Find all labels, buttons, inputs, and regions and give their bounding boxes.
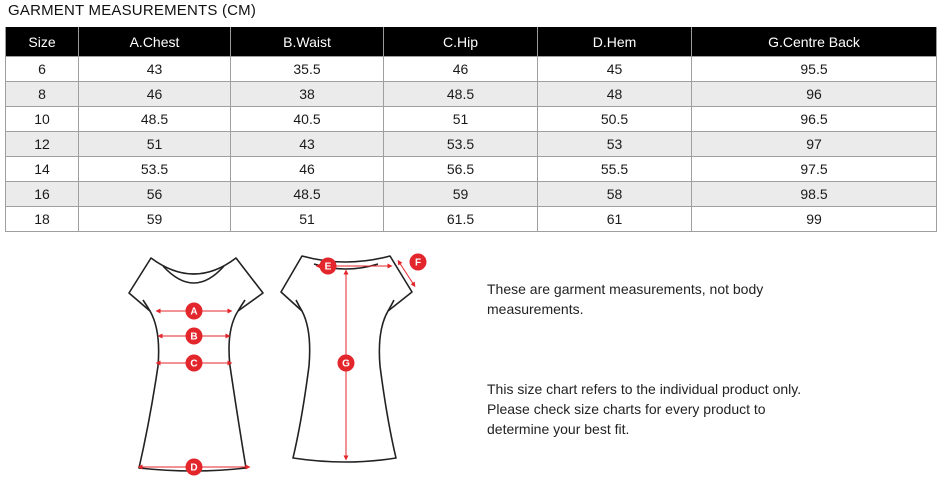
cell-waist: 46 (231, 157, 384, 182)
cell-size: 16 (6, 182, 79, 207)
cell-hem: 53 (538, 132, 692, 157)
cell-chest: 51 (79, 132, 231, 157)
cell-centre-back: 96 (692, 82, 937, 107)
cell-size: 6 (6, 57, 79, 82)
size-chart-table (5, 27, 937, 232)
marker-a (186, 303, 203, 320)
svg-text:G: G (342, 358, 350, 370)
svg-text:D: D (190, 462, 198, 474)
cell-hip: 53.5 (384, 132, 538, 157)
cell-waist: 48.5 (231, 182, 384, 207)
cell-hem: 48 (538, 82, 692, 107)
cell-chest: 59 (79, 207, 231, 232)
cell-hip: 59 (384, 182, 538, 207)
header-chest: A.Chest (79, 27, 231, 57)
cell-chest: 43 (79, 57, 231, 82)
marker-g (338, 355, 355, 372)
marker-c (186, 355, 203, 372)
cell-hip: 48.5 (384, 82, 538, 107)
table-header-row (6, 27, 937, 57)
cell-hem: 55.5 (538, 157, 692, 182)
table-row (6, 132, 937, 157)
header-hip: C.Hip (384, 27, 538, 57)
header-size: Size (6, 27, 79, 57)
cell-chest: 48.5 (79, 107, 231, 132)
cell-hem: 45 (538, 57, 692, 82)
header-centre-back: G.Centre Back (692, 27, 937, 57)
cell-centre-back: 96.5 (692, 107, 937, 132)
cell-size: 10 (6, 107, 79, 132)
dress-measurement-diagram (120, 244, 430, 480)
svg-text:E: E (324, 261, 332, 273)
cell-centre-back: 99 (692, 207, 937, 232)
garment-measurement-note: These are garment measurements, not body measurements. (487, 281, 764, 317)
marker-e (320, 258, 337, 275)
cell-hem: 58 (538, 182, 692, 207)
cell-size: 18 (6, 207, 79, 232)
cell-chest: 56 (79, 182, 231, 207)
cell-size: 8 (6, 82, 79, 107)
table-row (6, 182, 937, 207)
table-row (6, 157, 937, 182)
cell-hem: 50.5 (538, 107, 692, 132)
size-chart-disclaimer: This size chart refers to the individual product only. Please check size charts for every product to determine your best fit. (487, 381, 802, 437)
cell-chest: 53.5 (79, 157, 231, 182)
svg-text:A: A (190, 306, 198, 318)
cell-hip: 51 (384, 107, 538, 132)
header-hem: D.Hem (538, 27, 692, 57)
table-row (6, 82, 937, 107)
cell-size: 12 (6, 132, 79, 157)
cell-waist: 43 (231, 132, 384, 157)
cell-centre-back: 98.5 (692, 182, 937, 207)
cell-centre-back: 95.5 (692, 57, 937, 82)
cell-hip: 46 (384, 57, 538, 82)
page-title: GARMENT MEASUREMENTS (CM) (8, 2, 257, 19)
svg-text:C: C (190, 358, 198, 370)
cell-centre-back: 97 (692, 132, 937, 157)
marker-d (186, 459, 203, 476)
cell-waist: 35.5 (231, 57, 384, 82)
cell-waist: 51 (231, 207, 384, 232)
cell-size: 14 (6, 157, 79, 182)
header-waist: B.Waist (231, 27, 384, 57)
table-row (6, 107, 937, 132)
cell-waist: 40.5 (231, 107, 384, 132)
table-row (6, 57, 937, 82)
svg-text:F: F (414, 257, 422, 269)
cell-hip: 56.5 (384, 157, 538, 182)
cell-waist: 38 (231, 82, 384, 107)
cell-chest: 46 (79, 82, 231, 107)
marker-b (186, 328, 203, 345)
cell-hem: 61 (538, 207, 692, 232)
cell-centre-back: 97.5 (692, 157, 937, 182)
svg-text:B: B (190, 331, 198, 343)
marker-f (410, 254, 427, 271)
table-row (6, 207, 937, 232)
cell-hip: 61.5 (384, 207, 538, 232)
